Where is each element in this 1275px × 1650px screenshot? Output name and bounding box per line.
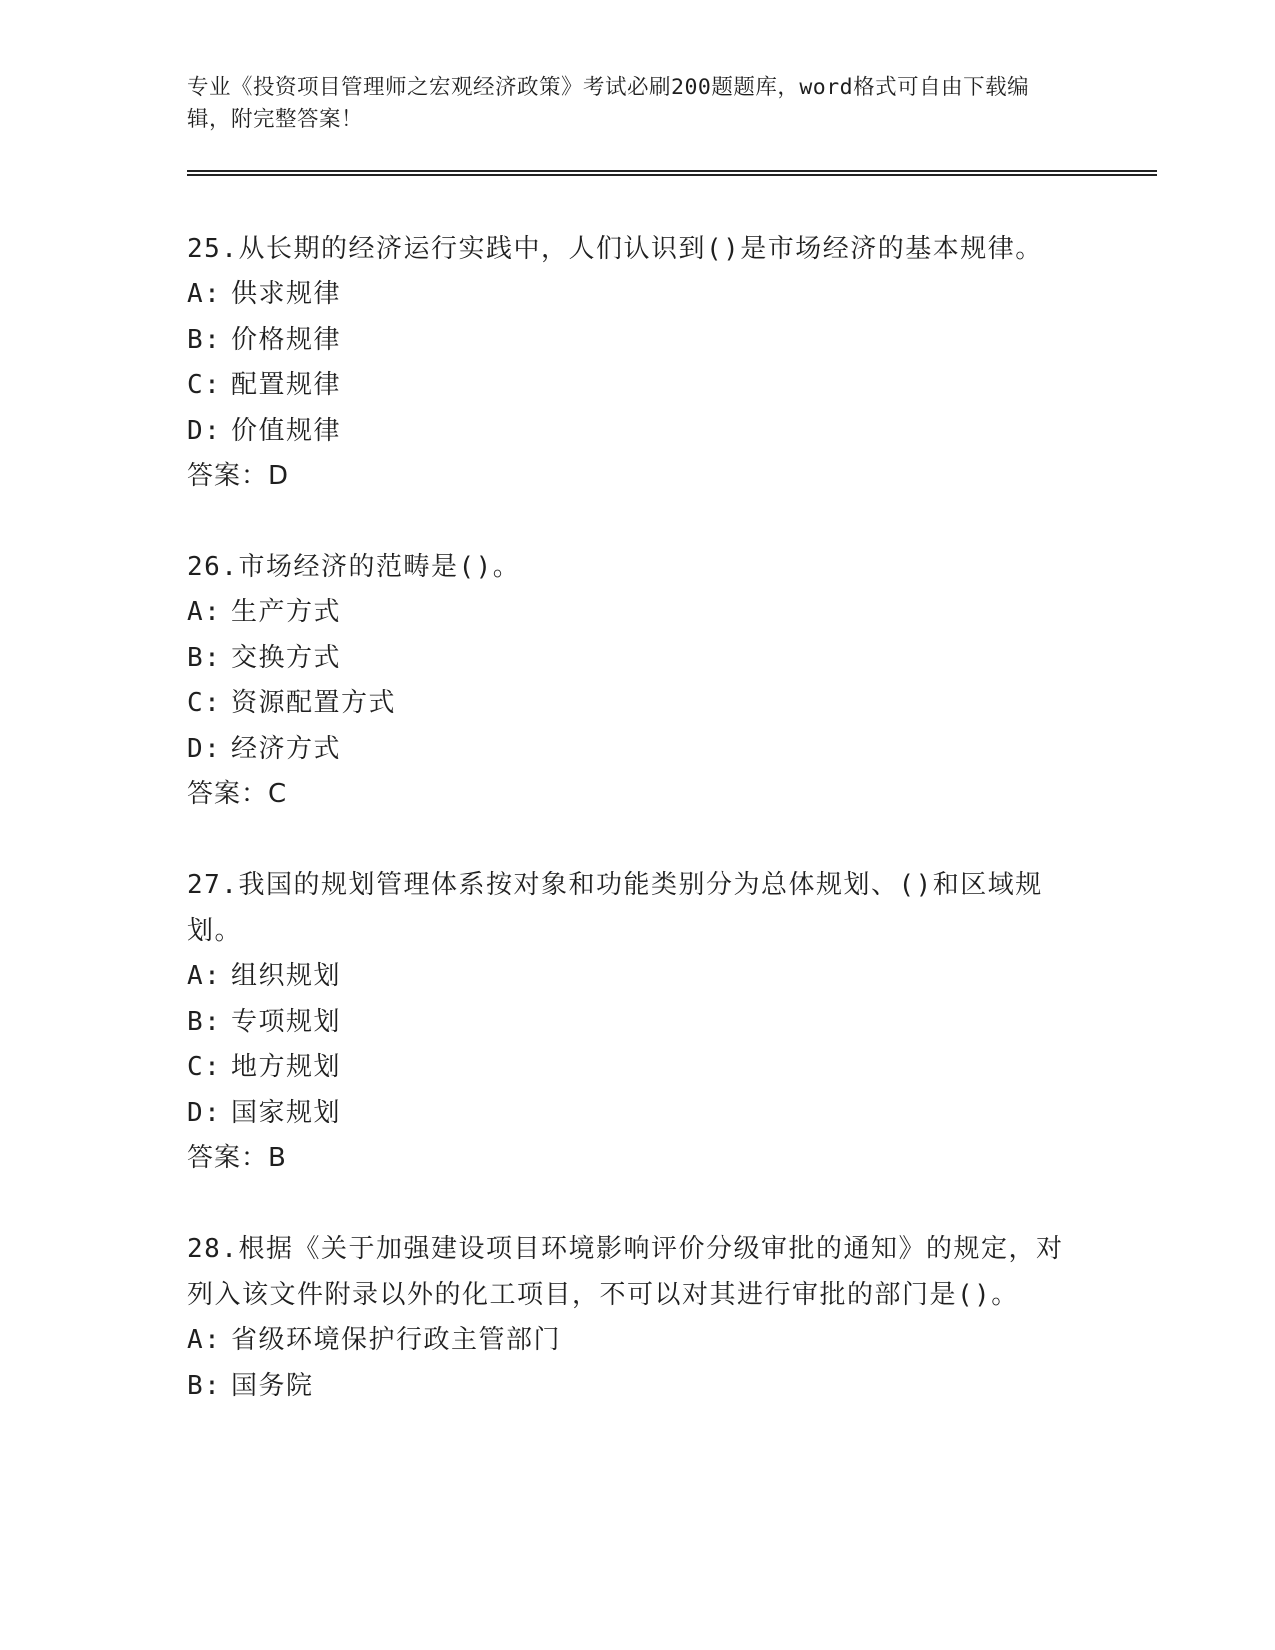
question-26 <box>187 544 1157 816</box>
question-25 <box>187 226 1157 498</box>
option-letter: C: <box>187 688 222 718</box>
question-28 <box>187 1226 1157 1409</box>
option-letter: D: <box>187 415 222 446</box>
option-text: 供求规律 <box>231 279 342 309</box>
option-c <box>187 681 1157 727</box>
option-text: 资源配置方式 <box>231 688 397 718</box>
option-b <box>187 318 1157 364</box>
option-d <box>187 1091 1157 1137</box>
question-27 <box>187 862 1157 1180</box>
option-letter: A: <box>187 1325 222 1355</box>
document-intro: 专业《投资项目管理师之宏观经济政策》考试必刷200题题库，word格式可自由下载编辑，附完整答案！ <box>187 75 1030 132</box>
option-letter: A: <box>187 597 222 627</box>
answer-line: 答案：B <box>187 1143 287 1173</box>
option-letter: B: <box>187 642 222 673</box>
option-b <box>187 1364 1157 1410</box>
option-text: 省级环境保护行政主管部门 <box>231 1325 562 1355</box>
option-b <box>187 1000 1157 1046</box>
option-letter: C: <box>187 1052 222 1082</box>
option-text: 国务院 <box>231 1370 314 1401</box>
option-text: 专项规划 <box>231 1006 342 1037</box>
option-text: 地方规划 <box>231 1052 342 1082</box>
option-a <box>187 590 1157 636</box>
question-stem: 27.我国的规划管理体系按对象和功能类别分为总体规划、()和区域规划。 <box>187 870 1043 946</box>
question-stem: 28.根据《关于加强建设项目环境影响评价分级审批的通知》的规定，对列入该文件附录以外的化工项目，不可以对其进行审批的部门是()。 <box>187 1234 1064 1310</box>
option-text: 交换方式 <box>231 642 342 673</box>
double-divider <box>187 170 1157 176</box>
option-text: 经济方式 <box>231 733 342 764</box>
option-d <box>187 727 1157 773</box>
option-text: 生产方式 <box>231 597 342 627</box>
option-b <box>187 636 1157 682</box>
option-c <box>187 363 1157 409</box>
option-text: 配置规律 <box>231 370 342 400</box>
answer-line: 答案：D <box>187 461 290 491</box>
option-letter: D: <box>187 1097 222 1128</box>
option-a <box>187 1318 1157 1364</box>
option-letter: B: <box>187 324 222 355</box>
option-letter: A: <box>187 961 222 991</box>
question-stem: 26.市场经济的范畴是()。 <box>187 552 521 582</box>
answer-line: 答案：C <box>187 779 288 809</box>
option-letter: B: <box>187 1370 222 1401</box>
option-c <box>187 1045 1157 1091</box>
question-stem: 25.从长期的经济运行实践中，人们认识到()是市场经济的基本规律。 <box>187 234 1043 264</box>
option-a <box>187 272 1157 318</box>
option-text: 价格规律 <box>231 324 342 355</box>
option-text: 组织规划 <box>231 961 342 991</box>
option-letter: C: <box>187 370 222 400</box>
option-text: 国家规划 <box>231 1097 342 1128</box>
option-d <box>187 409 1157 455</box>
option-a <box>187 954 1157 1000</box>
question-list <box>187 226 1157 1409</box>
option-letter: D: <box>187 733 222 764</box>
document-page <box>187 72 1157 1455</box>
option-text: 价值规律 <box>231 415 342 446</box>
option-letter: B: <box>187 1006 222 1037</box>
option-letter: A: <box>187 279 222 309</box>
